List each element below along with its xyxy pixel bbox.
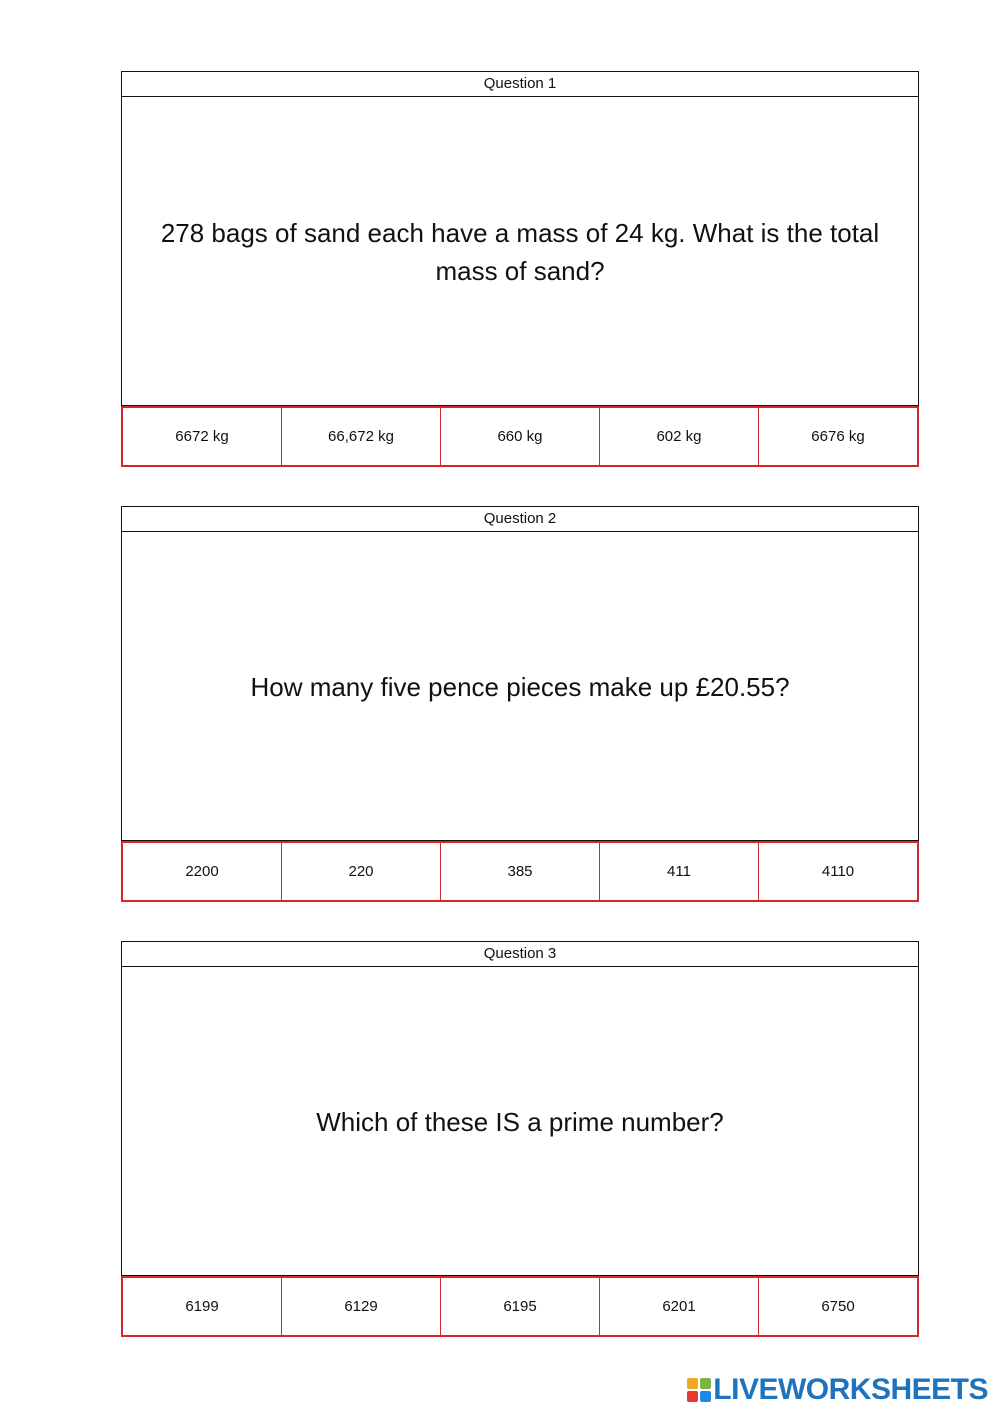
answer-option-1[interactable]: 2200 — [123, 843, 282, 900]
question-text: Which of these IS a prime number? — [316, 1107, 724, 1137]
answer-option-5[interactable]: 6750 — [821, 1298, 855, 1315]
question-card-1 — [121, 71, 919, 467]
answer-option-3[interactable]: 385 — [441, 843, 600, 900]
answer-option-4[interactable]: 411 — [600, 843, 759, 900]
question-card-2 — [121, 506, 919, 902]
brand-name: LIVEWORKSHEETS — [713, 1373, 988, 1406]
question-box — [121, 506, 919, 841]
question-header: Question 3 — [122, 942, 918, 967]
liveworksheets-brand[interactable] — [687, 1372, 988, 1408]
answer-option-5[interactable]: 6676 kg — [811, 428, 865, 445]
question-box — [121, 941, 919, 1276]
answer-option-1[interactable]: 6672 kg — [123, 408, 282, 465]
answer-option-2[interactable]: 66,672 kg — [282, 408, 441, 465]
answer-option-4[interactable]: 602 kg — [600, 408, 759, 465]
answer-option-3[interactable]: 6195 — [441, 1278, 600, 1335]
question-text: 278 bags of sand each have a mass of 24 kg. What is the total mass of sand? — [160, 218, 880, 286]
answer-row — [121, 406, 919, 467]
answer-option-1[interactable]: 6199 — [123, 1278, 282, 1335]
question-text: How many five pence pieces make up £20.55? — [250, 672, 790, 702]
answer-row — [121, 841, 919, 902]
answer-option-4[interactable]: 6201 — [600, 1278, 759, 1335]
answer-option-2[interactable]: 220 — [282, 843, 441, 900]
answer-option-2[interactable]: 6129 — [282, 1278, 441, 1335]
question-header: Question 2 — [122, 507, 918, 532]
question-card-3 — [121, 941, 919, 1337]
answer-row — [121, 1276, 919, 1337]
answer-option-3[interactable]: 660 kg — [441, 408, 600, 465]
question-box — [121, 71, 919, 406]
liveworksheets-logo-icon — [687, 1378, 711, 1402]
answer-option-5[interactable]: 4110 — [821, 863, 855, 880]
question-header: Question 1 — [122, 72, 918, 97]
